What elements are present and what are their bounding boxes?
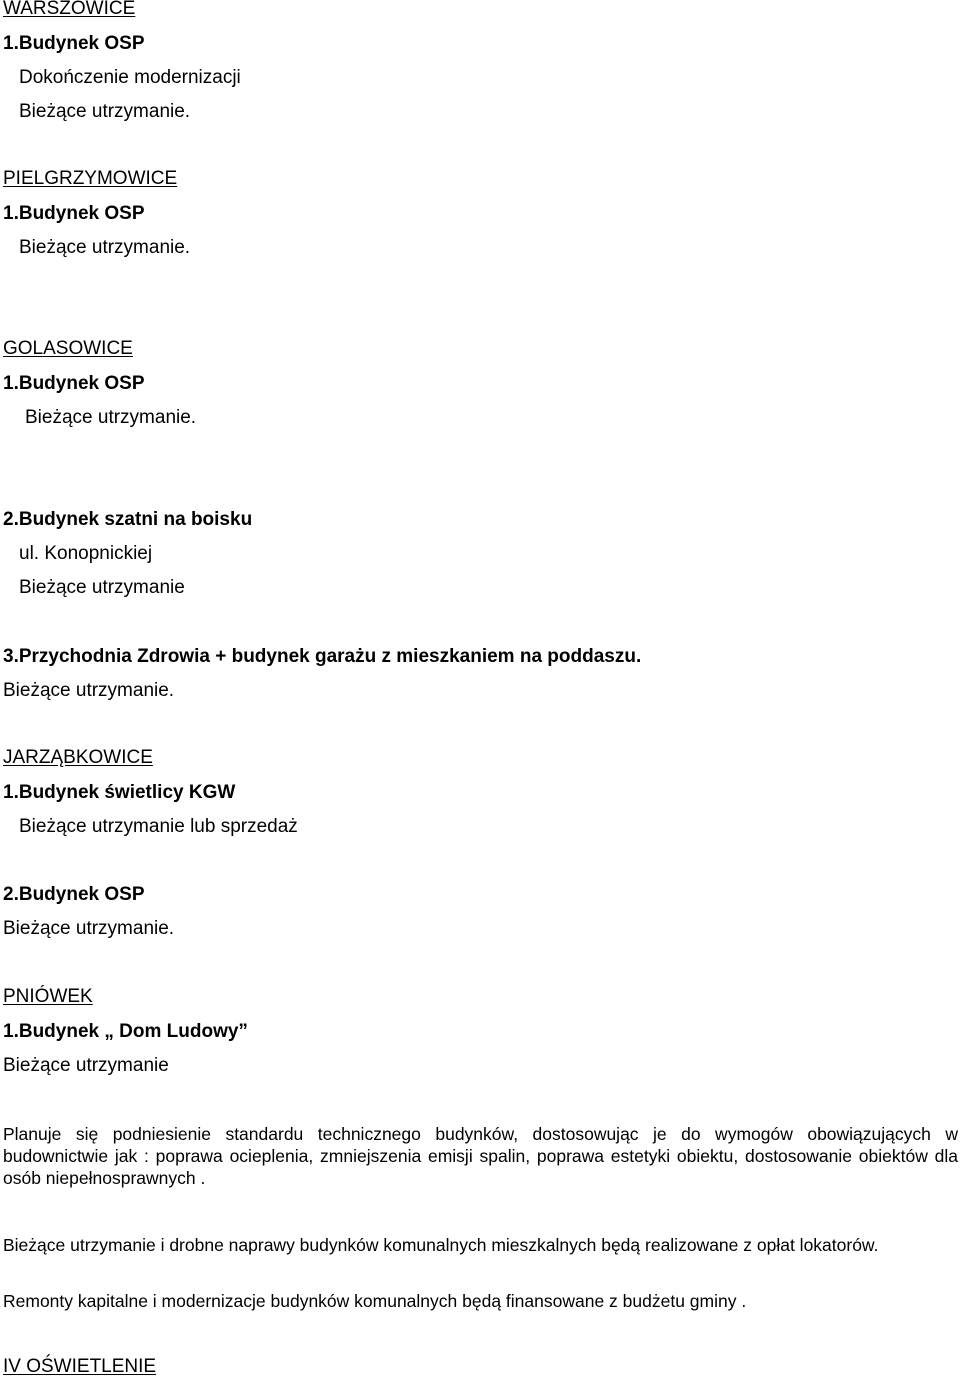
building-note: Bieżące utrzymanie. bbox=[3, 680, 175, 701]
section-heading-pielgrzymowice: PIELGRZYMOWICE bbox=[3, 168, 178, 189]
building-title: 1.Budynek „ Dom Ludowy” bbox=[3, 1021, 248, 1042]
paragraph-maintenance: Bieżące utrzymanie i drobne naprawy budynków komunalnych mieszkalnych będą realizowane z opłat lokatorów. bbox=[3, 1235, 879, 1255]
paragraph-standards: Planuje się podniesienie standardu technicznego budynków, dostosowując je do wymogów obowiązujących w budownictwie jak : poprawa ocieplenia, zmniejszenia emisji spalin, poprawa estetyki obiektu, dostosowanie obiektów dla osób niepełnosprawnych . bbox=[3, 1124, 958, 1188]
building-title: 1.Budynek OSP bbox=[3, 203, 145, 224]
building-title: 1.Budynek OSP bbox=[3, 373, 145, 394]
building-note: Bieżące utrzymanie lub sprzedaż bbox=[19, 816, 298, 837]
building-note: Bieżące utrzymanie. bbox=[19, 237, 191, 258]
section-heading-warszowice: WARSZOWICE bbox=[3, 0, 136, 19]
building-title: 1.Budynek świetlicy KGW bbox=[3, 782, 236, 803]
building-title: 3.Przychodnia Zdrowia + budynek garażu z mieszkaniem na poddaszu. bbox=[3, 646, 642, 667]
section-heading-oswietlenie: IV OŚWIETLENIE bbox=[3, 1356, 157, 1377]
building-title: 1.Budynek OSP bbox=[3, 33, 145, 54]
building-note: Bieżące utrzymanie bbox=[19, 577, 185, 598]
building-title: 2.Budynek OSP bbox=[3, 884, 145, 905]
section-heading-golasowice: GOLASOWICE bbox=[3, 338, 133, 359]
building-title: 2.Budynek szatni na boisku bbox=[3, 509, 253, 530]
section-heading-jarzabkowice: JARZĄBKOWICE bbox=[3, 747, 153, 768]
building-note: Dokończenie modernizacji bbox=[19, 67, 241, 88]
building-note: Bieżące utrzymanie. bbox=[3, 918, 175, 939]
building-note: ul. Konopnickiej bbox=[19, 543, 153, 564]
building-note: Bieżące utrzymanie bbox=[3, 1055, 169, 1076]
building-note: Bieżące utrzymanie. bbox=[19, 101, 191, 122]
building-note: Bieżące utrzymanie. bbox=[25, 407, 197, 428]
paragraph-capital-repairs: Remonty kapitalne i modernizacje budynków komunalnych będą finansowane z budżetu gminy . bbox=[3, 1291, 747, 1311]
section-heading-pniowek: PNIÓWEK bbox=[3, 986, 93, 1007]
